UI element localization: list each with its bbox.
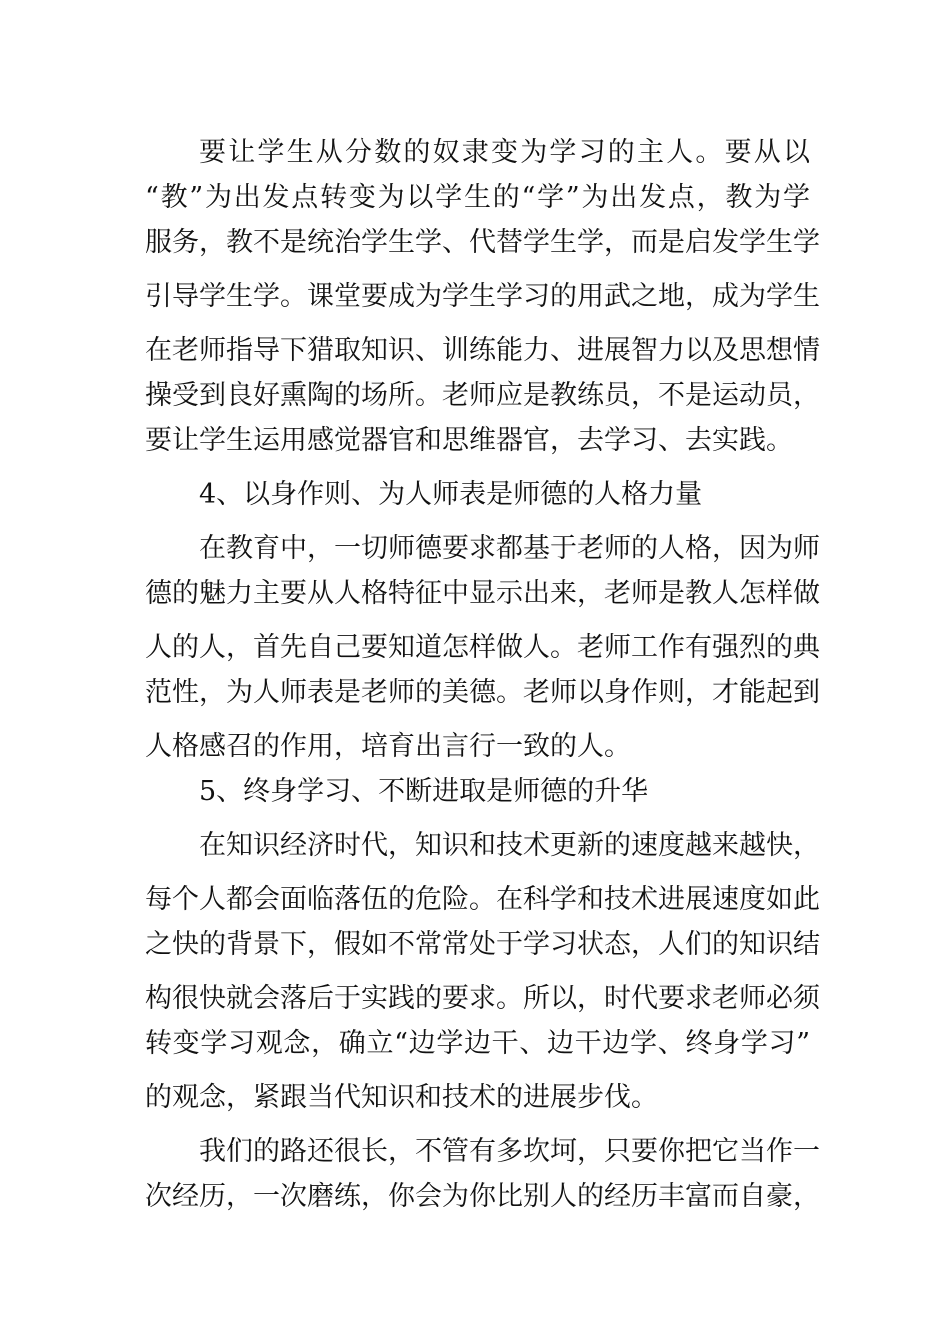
paragraph-line: 在教育中，一切师德要求都基于老师的人格，因为师	[199, 533, 820, 564]
section-heading: 5、终身学习、不断进取是师德的升华	[199, 776, 649, 807]
paragraph-line: 构很快就会落后于实践的要求。所以，时代要求老师必须	[145, 983, 820, 1014]
paragraph-line: 次经历，一次磨练，你会为你比别人的经历丰富而自豪，	[145, 1181, 820, 1212]
paragraph-line: 每个人都会面临落伍的危险。在科学和技术进展速度如此	[145, 884, 820, 915]
paragraph-line: 操受到良好熏陶的场所。老师应是教练员，不是运动员，	[145, 380, 820, 411]
paragraph-line: 转变学习观念，确立“边学边干、边干边学、终身学习”	[145, 1028, 810, 1059]
paragraph-line: 我们的路还很长，不管有多坎坷，只要你把它当作一	[199, 1136, 820, 1167]
paragraph-line: 德的魅力主要从人格特征中显示出来，老师是教人怎样做	[145, 578, 820, 609]
paragraph-line: 要让学生运用感觉器官和思维器官，去学习、去实践。	[145, 425, 793, 456]
paragraph-line: 的观念，紧跟当代知识和技术的进展步伐。	[145, 1082, 658, 1113]
paragraph-line: 在老师指导下猎取知识、训练能力、进展智力以及思想情	[145, 335, 820, 366]
paragraph-line: 人格感召的作用，培育出言行一致的人。	[145, 731, 631, 762]
paragraph-line: 人的人，首先自己要知道怎样做人。老师工作有强烈的典	[145, 632, 820, 663]
paragraph-line: 要让学生从分数的奴隶变为学习的主人。要从以	[199, 137, 810, 168]
section-heading: 4、以身作则、为人师表是师德的人格力量	[199, 479, 703, 510]
paragraph-line: 范性，为人师表是老师的美德。老师以身作则，才能起到	[145, 677, 820, 708]
paragraph-line: “教”为出发点转变为以学生的“学”为出发点，教为学	[145, 182, 810, 213]
paragraph-line: 引导学生学。课堂要成为学生学习的用武之地，成为学生	[145, 281, 820, 312]
paragraph-line: 服务，教不是统治学生学、代替学生学，而是启发学生学	[145, 227, 820, 258]
paragraph-line: 之快的背景下，假如不常常处于学习状态，人们的知识结	[145, 929, 820, 960]
paragraph-line: 在知识经济时代，知识和技术更新的速度越来越快，	[199, 830, 820, 861]
